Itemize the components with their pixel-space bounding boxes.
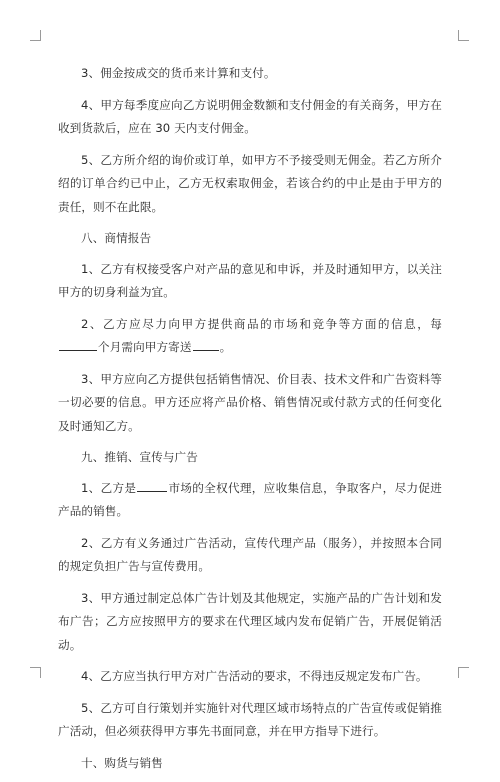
fill-in-blank [59,336,97,351]
section-heading-market-report [58,227,442,251]
section-heading-promotion [58,446,442,470]
paragraph-commission-currency [58,62,442,86]
paragraph-text: 2、乙方有义务通过广告活动，宣传代理产品（服务），并按照本合同的规定负担广告与宣传费用。 [58,535,442,573]
paragraph-text: 4、乙方应当执行甲方对广告活动的要求，不得违反规定发布广告。 [81,669,428,683]
fill-in-blank [137,477,167,492]
paragraph-text: 3、甲方应向乙方提供包括销售情况、价目表、技术文件和广告资料等一切必要的信息。甲方还应将产品价格、销售情况或付款方式的任何变化及时通知乙方。 [58,371,442,433]
crop-mark-bottom-left [30,667,41,678]
paragraph-sales-info [58,368,442,439]
paragraph-text: 5、乙方所介绍的询价或订单，如甲方不予接受则无佣金。若乙方所介绍的订单合约已中止，乙方无权索取佣金，若该合约的中止是由于甲方的责任，则不在此限。 [58,152,442,214]
document-body [58,62,442,782]
paragraph-text: 5、乙方可自行策划并实施针对代理区域市场特点的广告宣传或促销推广活动，但必须获得甲方事先书面同意，并在甲方指导下进行。 [58,700,442,738]
crop-mark-top-right [458,30,469,41]
paragraph-advertising-plan [58,587,442,658]
paragraph-text: 1、乙方是 [81,480,137,495]
paragraph-advertising-duty [58,532,442,579]
paragraph-text: 。 [219,340,232,354]
crop-mark-bottom-right [458,667,469,678]
paragraph-exclusive-agent [58,477,442,524]
heading-text: 九、推销、宣传与广告 [81,450,198,464]
crop-mark-top-left [30,30,41,41]
paragraph-no-commission [58,149,442,220]
heading-text: 八、商情报告 [81,231,152,245]
paragraph-advertising-compliance [58,665,442,689]
paragraph-text: 3、佣金按成交的货币来计算和支付。 [81,66,276,80]
paragraph-self-promotion [58,697,442,744]
paragraph-market-info [58,313,442,360]
paragraph-customer-feedback [58,258,442,305]
fill-in-blank [193,336,219,351]
paragraph-text: 4、甲方每季度应向乙方说明佣金数额和支付佣金的有关商务，甲方在收到货款后，应在 30 天内支付佣金。 [58,97,442,135]
heading-text: 十、购货与销售 [81,755,163,770]
paragraph-text: 1、乙方有权接受客户对产品的意见和申诉，并及时通知甲方，以关注甲方的切身利益为宜。 [58,261,442,299]
paragraph-commission-payment [58,94,442,141]
paragraph-text: 2、乙方应尽力向甲方提供商品的市场和竞争等方面的信息，每 [81,316,442,331]
paragraph-text: 3、甲方通过制定总体广告计划及其他规定，实施产品的广告计划和发布广告；乙方应按照甲方的要求在代理区域内发布促销广告，开展促销活动。 [58,590,442,652]
section-heading-purchase-sales [58,752,442,776]
paragraph-text: 市场的全权代理，应收集信息，争取客户，尽力促进产品的销售。 [58,480,442,518]
paragraph-text: 个月需向甲方寄送 [98,340,192,354]
